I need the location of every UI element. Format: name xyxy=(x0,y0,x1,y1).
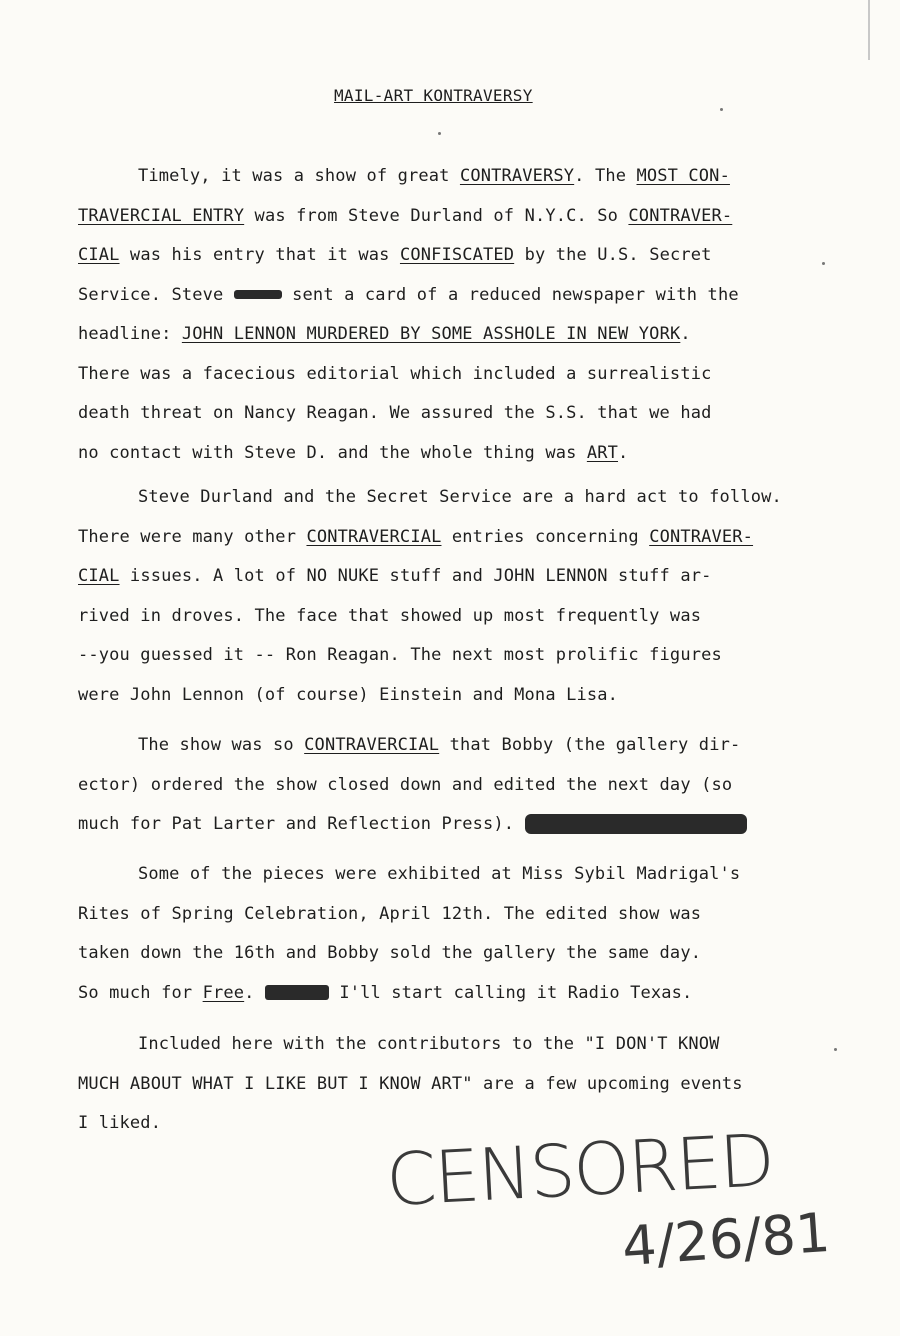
text-line xyxy=(78,676,838,716)
text-run: . xyxy=(680,324,691,344)
text-run: . The xyxy=(574,166,637,186)
text-line xyxy=(78,805,838,845)
paper-speck xyxy=(720,108,723,111)
paper-speck xyxy=(822,262,825,265)
paper-speck xyxy=(834,1048,837,1051)
document-title: MAIL-ART KONTRAVERSY xyxy=(334,86,533,105)
redaction-mark xyxy=(234,290,282,299)
underlined-text: CONTRAVER- xyxy=(628,205,733,226)
text-run: Rites of Spring Celebration, April 12th. The edited show was xyxy=(78,903,702,924)
text-line xyxy=(78,855,838,895)
underlined-text: CIAL xyxy=(78,566,120,586)
text-run: I liked. xyxy=(78,1113,162,1133)
paragraph-2 xyxy=(78,478,838,715)
text-run: no contact with Steve D. and the whole thing was xyxy=(78,442,587,463)
paragraph-3 xyxy=(78,726,838,845)
text-line xyxy=(78,1025,838,1065)
underlined-text: MOST CON- xyxy=(636,166,730,186)
text-line xyxy=(78,766,838,806)
underlined-text: TRAVERCIAL ENTRY xyxy=(78,205,245,226)
redaction-mark xyxy=(265,985,329,1000)
text-run: MUCH ABOUT WHAT I LIKE BUT I KNOW ART" are a few upcoming events xyxy=(78,1073,743,1094)
text-line xyxy=(78,315,838,355)
text-line xyxy=(78,394,838,434)
text-line xyxy=(78,434,838,474)
text-run: entries concerning xyxy=(441,526,650,547)
text-run: --you guessed it -- Ron Reagan. The next most prolific figures xyxy=(78,645,722,665)
text-line xyxy=(78,197,838,237)
text-run: The show was so xyxy=(138,735,305,755)
text-run: Some of the pieces were exhibited at Miss Sybil Madrigal's xyxy=(138,864,741,884)
paragraph-4 xyxy=(78,855,838,1013)
text-run: death threat on Nancy Reagan. We assured the S.S. that we had xyxy=(78,403,712,423)
text-line xyxy=(78,518,838,558)
text-run: issues. A lot of NO NUKE stuff and JOHN LENNON stuff ar- xyxy=(119,566,712,586)
text-run: Steve Durland and the Secret Service are a hard act to follow. xyxy=(138,487,782,507)
text-line xyxy=(78,157,838,197)
text-run: much for Pat Larter and Reflection Press). xyxy=(78,814,525,834)
text-run: . xyxy=(618,442,629,463)
text-line xyxy=(78,236,838,276)
text-run: Included here with the contributors to the "I DON'T KNOW xyxy=(138,1034,720,1054)
text-run: . xyxy=(244,982,265,1003)
text-line xyxy=(78,557,838,597)
underlined-text: CONTRAVER- xyxy=(649,526,754,547)
text-line xyxy=(78,355,838,395)
text-run: was from Steve Durland of N.Y.C. So xyxy=(244,205,629,226)
text-run: There was a facecious editorial which included a surrealistic xyxy=(78,363,712,384)
paper-speck xyxy=(438,132,441,135)
text-line xyxy=(78,597,838,637)
text-run: rived in droves. The face that showed up most frequently was xyxy=(78,605,702,626)
text-run: by the U.S. Secret xyxy=(514,245,712,265)
text-run: ector) ordered the show closed down and edited the next day (so xyxy=(78,774,733,795)
text-line xyxy=(78,895,838,935)
text-line xyxy=(78,934,838,974)
text-run: sent a card of a reduced newspaper with the xyxy=(281,284,739,305)
paragraph-1 xyxy=(78,157,838,473)
text-run: taken down the 16th and Bobby sold the gallery the same day. xyxy=(78,943,702,963)
text-run: that Bobby (the gallery dir- xyxy=(439,735,741,755)
text-line xyxy=(78,636,838,676)
underlined-text: ART xyxy=(586,442,619,463)
text-line xyxy=(78,1065,838,1105)
underlined-text: CONTRAVERCIAL xyxy=(304,735,440,755)
text-run: was his entry that it was xyxy=(119,245,400,265)
page-edge-mark xyxy=(868,0,870,60)
text-run: were John Lennon (of course) Einstein and Mona Lisa. xyxy=(78,684,619,705)
text-run: I'll start calling it Radio Texas. xyxy=(328,982,693,1003)
text-line xyxy=(78,276,838,316)
text-run: headline: xyxy=(78,324,182,344)
text-run: There were many other xyxy=(78,526,307,547)
underlined-text: JOHN LENNON MURDERED BY SOME ASSHOLE IN NEW YORK xyxy=(181,324,681,344)
text-line xyxy=(78,974,838,1014)
text-line xyxy=(78,726,838,766)
underlined-text: CONFISCATED xyxy=(399,245,515,265)
text-line xyxy=(78,478,838,518)
underlined-text: CONTRAVERSY xyxy=(459,166,575,186)
text-run: Timely, it was a show of great xyxy=(138,166,460,186)
censored-handwriting: CENSORED xyxy=(384,1117,775,1223)
redaction-mark xyxy=(525,814,747,834)
handwritten-date: 4/26/81 xyxy=(620,1200,833,1279)
text-run: Service. Steve xyxy=(78,284,234,305)
underlined-text: CIAL xyxy=(78,245,120,265)
text-run: So much for xyxy=(78,982,203,1003)
underlined-text: Free xyxy=(202,982,245,1003)
underlined-text: CONTRAVERCIAL xyxy=(306,526,442,547)
